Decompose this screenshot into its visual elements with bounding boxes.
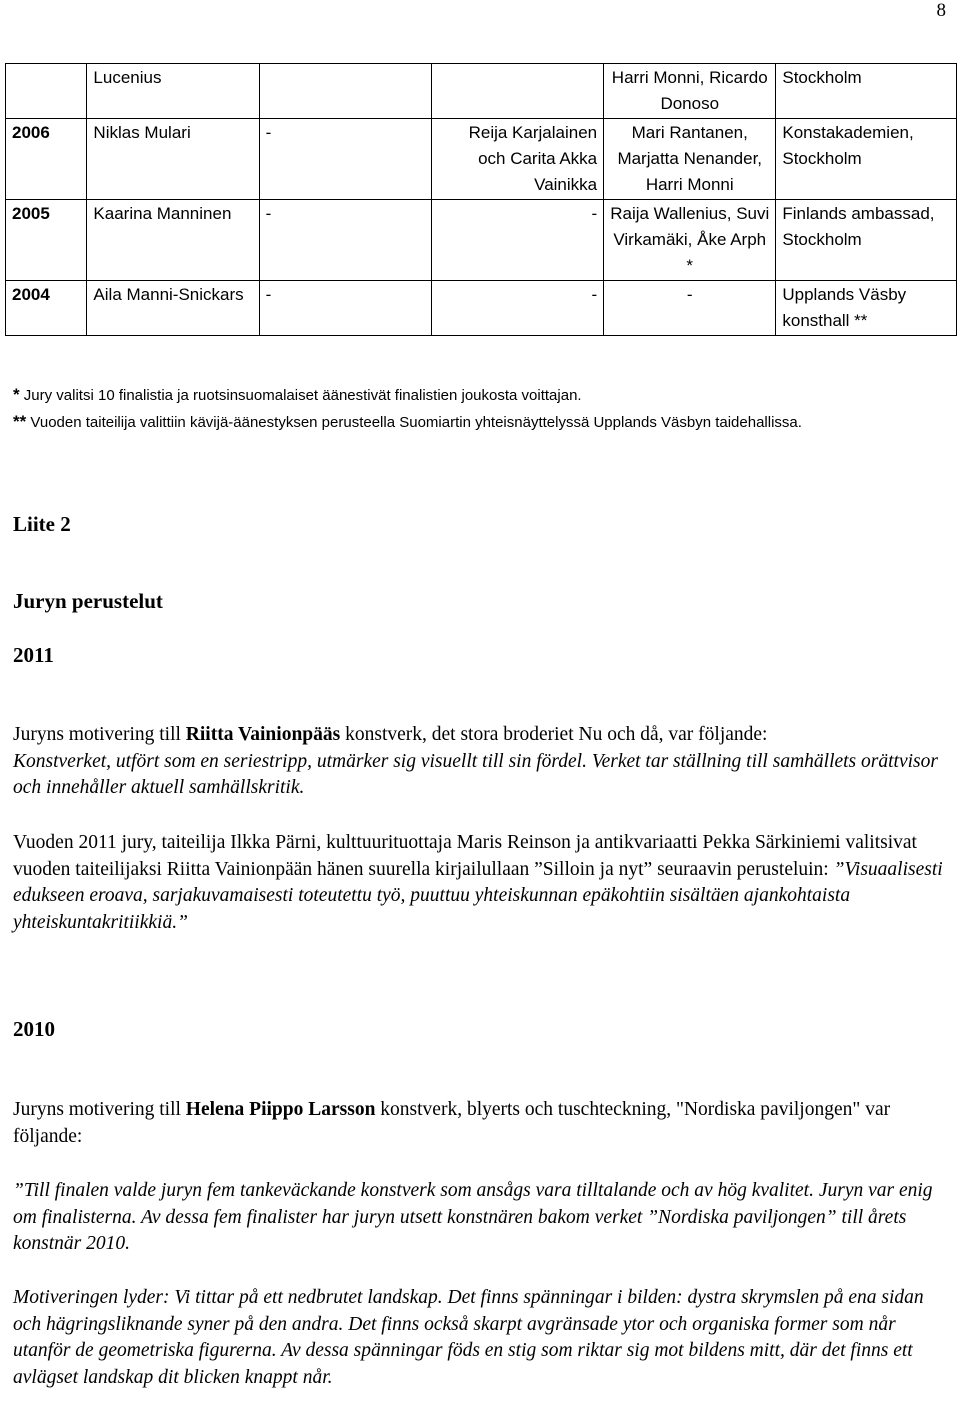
paragraph-2010-intro xyxy=(13,1097,948,1150)
table-cell-winner: Kaarina Manninen xyxy=(87,200,259,281)
text: Juryns motivering till xyxy=(13,1099,186,1120)
table-cell-year: 2006 xyxy=(6,119,87,200)
footnote-1-marker: * xyxy=(13,385,20,404)
footnote-2 xyxy=(13,409,943,436)
page-number: 8 xyxy=(936,0,946,21)
table-cell-location: Stockholm xyxy=(776,64,957,119)
jury-table xyxy=(5,63,957,336)
table-cell-c4 xyxy=(431,64,603,119)
paragraph-2011-swedish xyxy=(13,722,948,802)
table-row xyxy=(6,281,957,336)
paragraph-2010-jury xyxy=(13,1178,948,1258)
footnote-1-text: Jury valitsi 10 finalistia ja ruotsinsuomalaiset äänestivät finalistien joukosta voittajan. xyxy=(19,387,582,404)
footnote-2-marker: ** xyxy=(13,412,27,431)
footnote-1 xyxy=(13,382,943,409)
artist-name-2011: Riitta Vainionpääs xyxy=(185,724,341,745)
section-title: Juryn perustelut xyxy=(13,589,163,613)
table-cell-winner: Niklas Mulari xyxy=(87,119,259,200)
table-cell-location: Upplands Väsby konsthall ** xyxy=(776,281,957,336)
table-cell-location: Finlands ambassad, Stockholm xyxy=(776,200,957,281)
paragraph-2010-motivation xyxy=(13,1285,948,1391)
table-cell-c3: - xyxy=(259,200,431,281)
table-cell-c5: Raija Wallenius, Suvi Virkamäki, Åke Arph * xyxy=(604,200,776,281)
table-cell-winner: Lucenius xyxy=(87,64,259,119)
table-row xyxy=(6,64,957,119)
table-row xyxy=(6,200,957,281)
table-cell-c5: Mari Rantanen, Marjatta Nenander, Harri Monni xyxy=(604,119,776,200)
appendix-title: Liite 2 xyxy=(13,512,71,536)
jury-quote-2011-swedish: Konstverket, utfört som en seriestripp, utmärker sig visuellt till sin fördel. Verket tar ställning till samhällets orättvisor och innehåller aktuell samhällskritik. xyxy=(13,750,938,798)
table-cell-c4: - xyxy=(431,281,603,336)
table-cell-year: 2004 xyxy=(6,281,87,336)
year-heading-2011: 2011 xyxy=(13,643,54,667)
table-row xyxy=(6,119,957,200)
table-cell-c5: - xyxy=(604,281,776,336)
artist-name-2010: Helena Piippo Larsson xyxy=(185,1099,376,1120)
table-cell-c3: - xyxy=(259,281,431,336)
paragraph-2011-finnish xyxy=(13,830,948,936)
table-cell-c3: - xyxy=(259,119,431,200)
footnotes xyxy=(13,382,943,436)
table-cell-year xyxy=(6,64,87,119)
text: konstverk, det stora broderiet Nu och då, var följande: xyxy=(340,724,768,745)
footnote-2-text: Vuoden taiteilija valittiin kävijä-äänestyksen perusteella Suomiartin yhteisnäyttelyssä Upplands Väsbyn taidehallissa. xyxy=(26,414,802,431)
table-cell-c4: Reija Karjalainen och Carita Akka Vainikka xyxy=(431,119,603,200)
text: konstverk, blyerts och tuschteckning, "Nordiska paviljongen" var följande: xyxy=(13,1099,891,1147)
table-cell-location: Konstakademien, Stockholm xyxy=(776,119,957,200)
jury-statement-2010: ”Till finalen valde juryn fem tankeväckande konstverk som ansågs vara tilltalande och av hög kvalitet. Juryn var enig om finalisterna. Av dessa fem finalister har juryn utsett konstnären bakom verket ”Nordiska paviljongen” till årets konstnär 2010. xyxy=(13,1180,933,1254)
motivation-2010: Motiveringen lyder: Vi tittar på ett nedbrutet landskap. Det finns spänningar i bilden: dystra skrymslen på ena sidan och hägringsliknande syner på den andra. Det finns också skarpt avgränsade ytor och organiska former som når utanför de geometriska figurerna. Av dessa spänningar föds en stig som riktar sig mot bildens mitt, där det finns ett avlägset landskap dit blicken knappt når. xyxy=(13,1287,924,1388)
table-cell-c3 xyxy=(259,64,431,119)
text: Vuoden 2011 jury, taiteilija Ilkka Pärni, kulttuurituottaja Maris Reinson ja antikvariaatti Pekka Särkiniemi valitsivat vuoden taiteilijaksi Riitta Vainionpään hänen suurella kirjailullaan ”Silloin ja nyt” seuraavin perusteluin: xyxy=(13,832,917,880)
table-cell-year: 2005 xyxy=(6,200,87,281)
table-cell-c5: Harri Monni, Ricardo Donoso xyxy=(604,64,776,119)
table-cell-winner: Aila Manni-Snickars xyxy=(87,281,259,336)
table-cell-c4: - xyxy=(431,200,603,281)
jury-quote-2011-finnish: ”Visuaalisesti edukseen eroava, sarjakuvamaisesti toteutettu työ, puuttuu yhteiskunnan epäkohtiin sisältäen ajankohtaista yhteiskuntakritiikkiä.” xyxy=(13,858,943,933)
text: Juryns motivering till xyxy=(13,724,186,745)
year-heading-2010: 2010 xyxy=(13,1017,55,1041)
